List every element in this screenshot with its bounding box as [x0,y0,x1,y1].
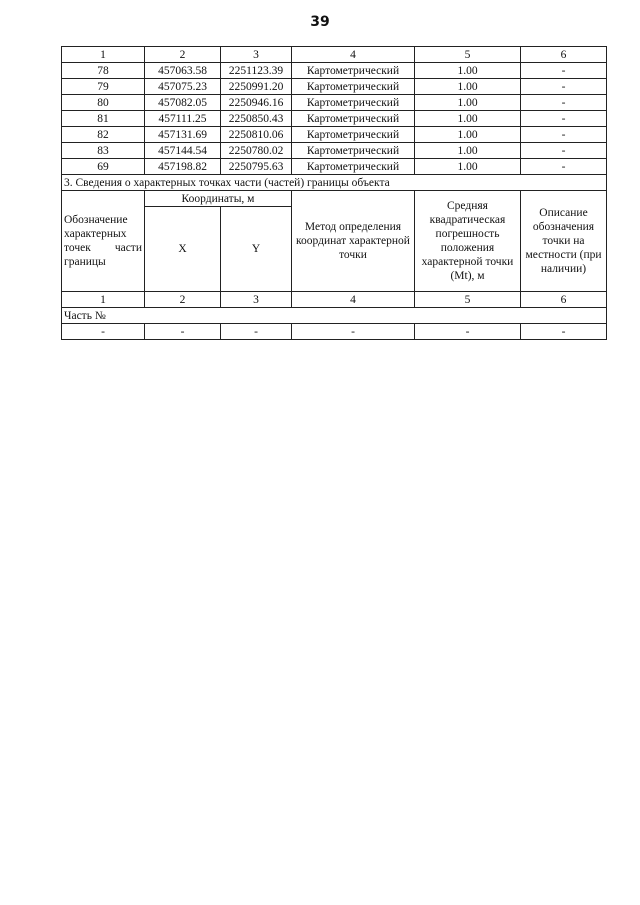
point-number: 78 [62,63,145,79]
column-number: 3 [221,292,292,308]
table1-body [62,47,607,340]
coord-y: 2250780.02 [221,143,292,159]
coord-x: 457131.69 [145,127,221,143]
column-number: 2 [145,292,221,308]
point-number: 69 [62,159,145,175]
accuracy: 1.00 [415,95,521,111]
method: Картометрический [292,63,415,79]
column-number: 1 [62,292,145,308]
section3-title: 3. Сведения о характерных точках части (частей) границы объекта [62,175,607,191]
coord-y: 2250795.63 [221,159,292,175]
point-number: 79 [62,79,145,95]
table-row [62,95,607,111]
x-header: X [145,207,221,292]
description: - [521,79,607,95]
point-number: 82 [62,127,145,143]
empty-cell: - [521,324,607,340]
coords-header: Координаты, м [145,191,292,207]
header-cell: 1 [62,47,145,63]
empty-cell: - [145,324,221,340]
coord-y: 2250810.06 [221,127,292,143]
empty-cell: - [292,324,415,340]
section3-header-row [62,191,607,207]
method: Картометрический [292,143,415,159]
point-number: 81 [62,111,145,127]
header-cell: 5 [415,47,521,63]
column-number: 4 [292,292,415,308]
description: - [521,127,607,143]
empty-row [62,324,607,340]
method: Картометрический [292,159,415,175]
accuracy: 1.00 [415,111,521,127]
table-row [62,159,607,175]
table1-header-row [62,47,607,63]
column-number: 5 [415,292,521,308]
method: Картометрический [292,79,415,95]
accuracy: 1.00 [415,127,521,143]
coord-y: 2250946.16 [221,95,292,111]
empty-cell: - [62,324,145,340]
part-label: Часть № [62,308,607,324]
part-row [62,308,607,324]
designation-header: Обозначение характерных точек части границы [62,191,145,292]
coordinates-table [61,46,607,340]
coord-x: 457111.25 [145,111,221,127]
point-number: 83 [62,143,145,159]
accuracy: 1.00 [415,63,521,79]
coord-x: 457144.54 [145,143,221,159]
page-number: 39 [310,14,330,30]
table-row [62,143,607,159]
header-cell: 6 [521,47,607,63]
method: Картометрический [292,127,415,143]
accuracy-header: Средняя квадратическая погрешность положения характерной точки (Mt), м [415,191,521,292]
description: - [521,143,607,159]
section3-title-row [62,175,607,191]
coord-y: 2250850.43 [221,111,292,127]
table-row [62,63,607,79]
coord-x: 457063.58 [145,63,221,79]
table-row [62,111,607,127]
empty-cell: - [221,324,292,340]
column-number: 6 [521,292,607,308]
empty-cell: - [415,324,521,340]
description: - [521,63,607,79]
method-header: Метод определения координат характерной точки [292,191,415,292]
coord-x: 457075.23 [145,79,221,95]
description: - [521,111,607,127]
coord-y: 2250991.20 [221,79,292,95]
description: - [521,159,607,175]
header-cell: 2 [145,47,221,63]
accuracy: 1.00 [415,79,521,95]
section3-numbers-row [62,292,607,308]
description: - [521,95,607,111]
coord-y: 2251123.39 [221,63,292,79]
method: Картометрический [292,95,415,111]
y-header: Y [221,207,292,292]
description-header: Описание обозначения точки на местности (при наличии) [521,191,607,292]
accuracy: 1.00 [415,159,521,175]
table-row [62,79,607,95]
point-number: 80 [62,95,145,111]
accuracy: 1.00 [415,143,521,159]
header-cell: 4 [292,47,415,63]
method: Картометрический [292,111,415,127]
coord-x: 457082.05 [145,95,221,111]
table-row [62,127,607,143]
coord-x: 457198.82 [145,159,221,175]
header-cell: 3 [221,47,292,63]
